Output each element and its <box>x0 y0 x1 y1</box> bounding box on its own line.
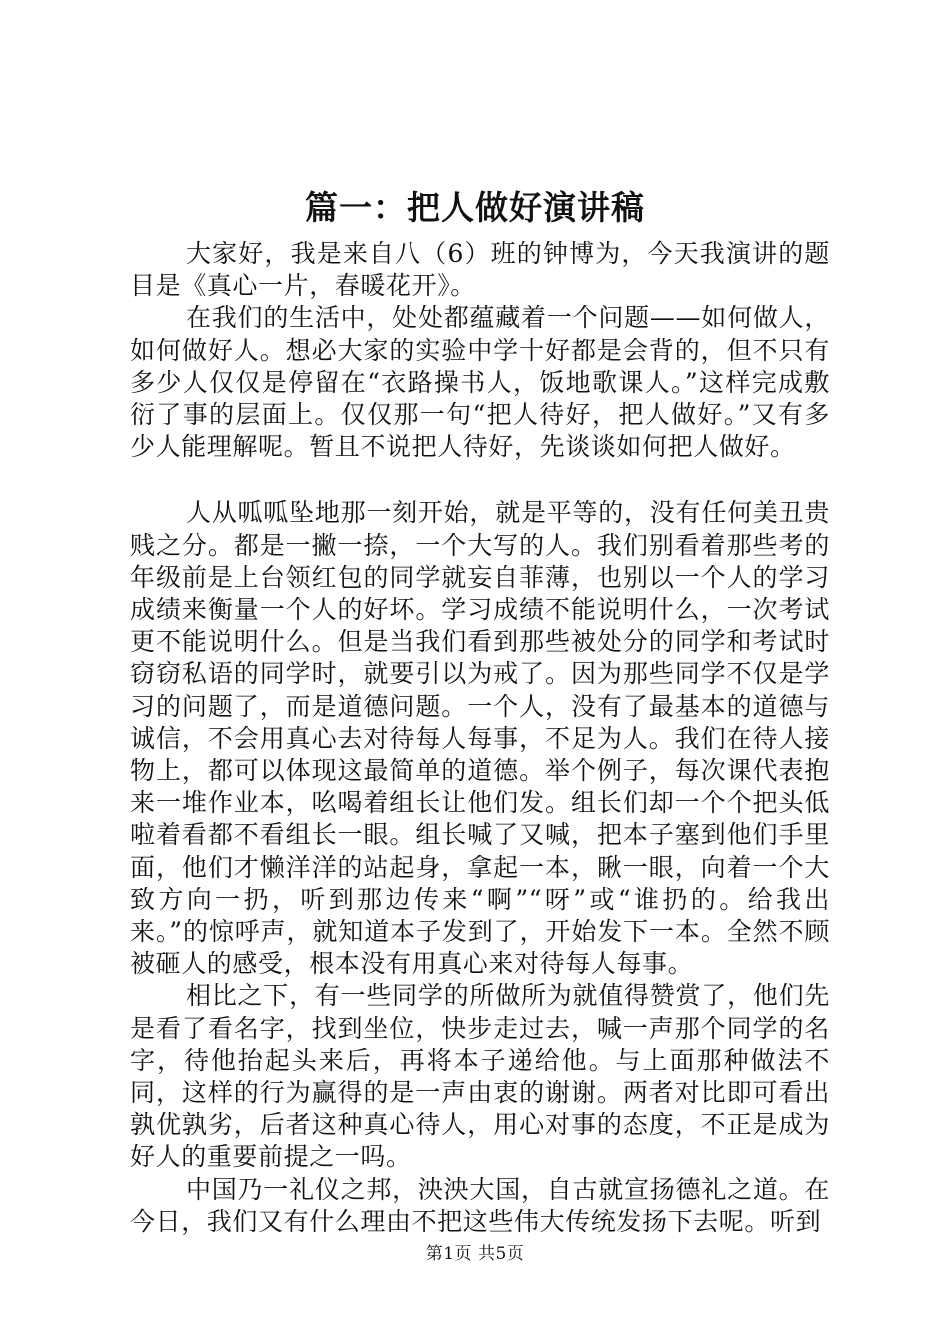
paragraph-tradition: 中国乃一礼仪之邦，泱泱大国，自古就宣扬德礼之道。在今日，我们又有什么理由不把这些伟大传统发扬下去呢。听到 <box>130 1174 830 1236</box>
page-number-footer: 第1页 共5页 <box>425 1244 525 1264</box>
paragraph-greeting: 大家好，我是来自八（6）班的钟博为，今天我演讲的题目是《真心一片，春暖花开》。 <box>130 239 830 301</box>
paragraph-comparison: 相比之下，有一些同学的所做所为就值得赞赏了，他们先是看了看名字，找到坐位，快步走过去，喊一声那个同学的名字，待他抬起头来后，再将本子递给他。与上面那种做法不同，这样的行为赢得的是一声由衷的谢谢。两者对比即可看出孰优孰劣，后者这种真心待人，用心对事的态度，不正是成为好人的重要前提之一吗。 <box>130 981 830 1172</box>
document-body <box>130 238 830 1238</box>
document-title: 篇一：把人做好演讲稿 <box>305 188 645 227</box>
paragraph-equality: 人从呱呱坠地那一刻开始，就是平等的，没有任何美丑贵贱之分。都是一撇一捺，一个大写的人。我们别看着那些考的年级前是上台领红包的同学就妄自菲薄，也别以一个人的学习成绩来衡量一个人的好坏。学习成绩不能说明什么，一次考试更不能说明什么。但是当我们看到那些被处分的同学和考试时窃窃私语的同学时，就要引以为戒了。因为那些同学不仅是学习的问题了，而是道德问题。一个人，没有了最基本的道德与诚信，不会用真心去对待每人每事，不足为人。我们在待人接物上，都可以体现这最简单的道德。举个例子，每次课代表抱来一堆作业本，吆喝着组长让他们发。组长们却一个个把头低啦着看都不看组长一眼。组长喊了又喊，把本子塞到他们手里面，他们才懒洋洋的站起身，拿起一本，瞅一眼，向着一个大致方向一扔，听到那边传来“啊”“呀”或“谁扔的。给我出来。”的惊呼声，就知道本子发到了，开始发下一本。全然不顾被砸人的感受，根本没有用真心来对待每人每事。 <box>130 498 830 979</box>
paragraph-question: 在我们的生活中，处处都蕴藏着一个问题——如何做人，如何做好人。想必大家的实验中学十好都是会背的，但不只有多少人仅仅是停留在“衣路操书人，饭地歌课人。”这样完成敷衍了事的层面上。仅仅那一句“把人待好，把人做好。”又有多少人能理解呢。暂且不说把人待好，先谈谈如何把人做好。 <box>130 303 830 462</box>
